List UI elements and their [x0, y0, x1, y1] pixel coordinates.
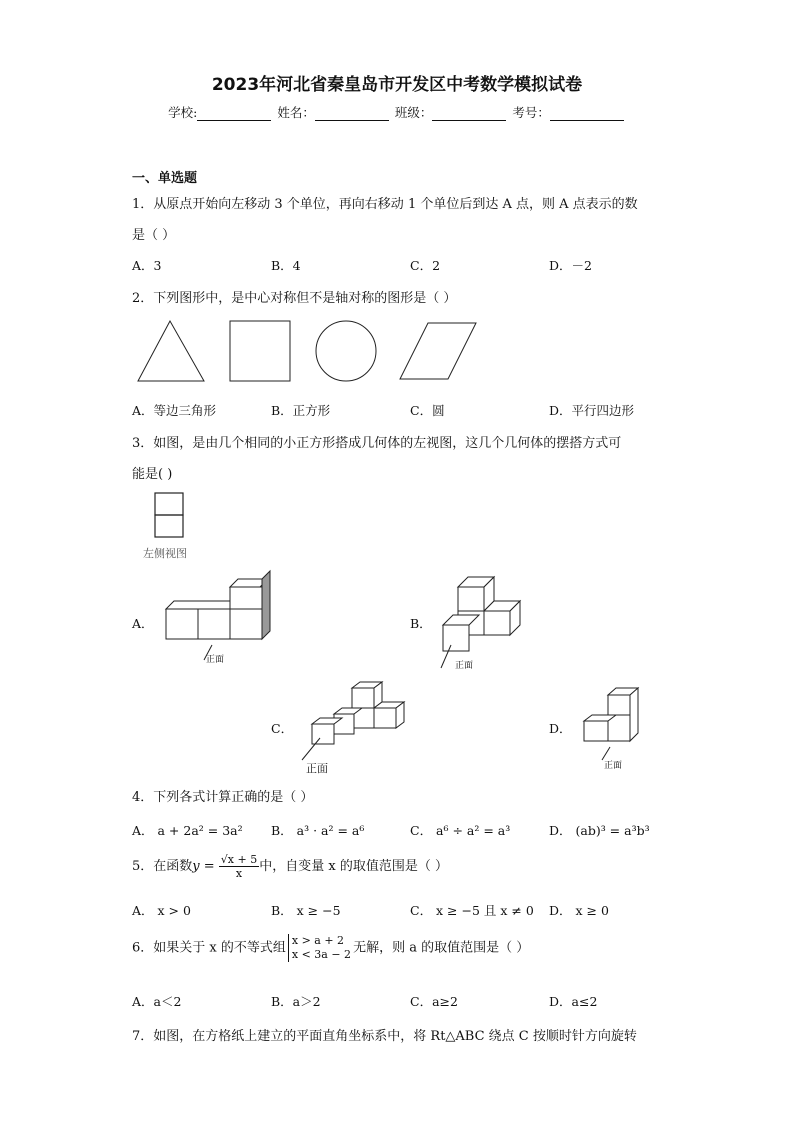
q3-option-d-label: D．: [549, 721, 572, 736]
school-blank: [197, 107, 271, 121]
q3-text-line1: 3．如图，是由几个相同的小正方形搭成几何体的左视图，这几个几何体的摆搭方式可: [132, 436, 622, 451]
q4-option-b: B． a³ · a² = a⁶: [271, 823, 365, 838]
q3-c-front-label: 正面: [306, 762, 328, 775]
q3-option-b-label: B．: [410, 616, 432, 631]
square-shape: [230, 321, 290, 381]
q3-option-b-figure: [438, 575, 538, 670]
q6-inequality-2: x < 3a − 2: [291, 948, 352, 961]
q4-text: 4．下列各式计算正确的是（ ）: [132, 790, 314, 805]
exam-no-blank: [550, 107, 624, 121]
q3-option-d-figure: [578, 685, 648, 760]
exam-title: 2023年河北省秦皇岛市开发区中考数学模拟试卷: [211, 75, 583, 95]
name-blank: [315, 107, 389, 121]
q3-option-c-figure: [300, 680, 410, 770]
q2-option-c: C．圆: [410, 403, 445, 418]
q1-option-b: B．4: [271, 258, 301, 273]
q3-option-c-label: C．: [271, 721, 294, 736]
q2-option-a: A．等边三角形: [132, 403, 217, 418]
q6-text-post: 无解，则 a 的取值范围是（ ）: [353, 940, 530, 956]
q5-fraction-denominator: x: [235, 867, 243, 880]
q3-a-front-label: 正面: [206, 655, 225, 665]
q5-option-b: B． x ≥ −5: [271, 903, 341, 918]
exam-no-label: 考号：: [512, 105, 550, 120]
q3-option-a-label: A．: [132, 616, 154, 631]
q1-text-line2: 是（ ）: [132, 228, 176, 243]
q5-fraction: [219, 853, 259, 880]
q4-option-a: A． a + 2a² = 3a²: [132, 823, 243, 838]
q5-option-d: D． x ≥ 0: [549, 903, 609, 918]
q6-inequality-1: x > a + 2: [291, 934, 345, 947]
q3-b-front-label: 正面: [455, 661, 474, 671]
q6-option-a: A．a＜2: [132, 994, 182, 1009]
q5-text-post: 中，自变量 x 的取值范围是（ ）: [259, 859, 448, 874]
class-blank: [432, 107, 506, 121]
q3-d-front-label: 正面: [604, 761, 623, 771]
q3-text-line2: 能是( ): [132, 467, 173, 482]
equilateral-triangle-shape: [138, 321, 204, 381]
section-heading: 一、单选题: [132, 171, 198, 186]
q4-option-c: C． a⁶ ÷ a² = a³: [410, 823, 511, 838]
parallelogram-shape: [400, 323, 476, 379]
q5-text: [132, 853, 448, 880]
q5-option-c: C． x ≥ −5 且 x ≠ 0: [410, 903, 534, 918]
name-label: 姓名：: [277, 105, 315, 120]
q2-option-d: D．平行四边形: [549, 403, 635, 418]
q6-option-b: B．a＞2: [271, 994, 321, 1009]
q7-text: 7．如图，在方格纸上建立的平面直角坐标系中，将 Rt△ABC 绕点 C 按顺时针方向旋转: [132, 1029, 637, 1044]
q1-text-line1: 1．从原点开始向左移动 3 个单位，再向右移动 1 个单位后到达 A 点，则 A 点表示的数: [132, 197, 638, 212]
q6-text-pre: 6．如果关于 x 的不等式组: [132, 940, 286, 956]
school-label: 学校:: [168, 105, 198, 120]
q1-option-a: A．3: [132, 258, 162, 273]
q4-option-d: D． (ab)³ = a³b³: [549, 823, 650, 838]
q5-option-a: A． x > 0: [132, 903, 191, 918]
q5-fraction-numerator: √x + 5: [220, 853, 258, 866]
q2-option-b: B．正方形: [271, 403, 331, 418]
q6-text: [132, 934, 529, 962]
q1-option-c: C．2: [410, 258, 441, 273]
circle-shape: [316, 321, 376, 381]
q5-text-pre: 5．在函数: [132, 859, 193, 874]
q5-func-lhs: y =: [192, 859, 215, 874]
q2-text: 2．下列图形中，是中心对称但不是轴对称的图形是（ ）: [132, 291, 457, 306]
class-label: 班级：: [394, 105, 433, 120]
q1-option-d: D．－2: [549, 258, 592, 273]
q6-inequality-system: [288, 934, 351, 962]
q2-shapes-figure: [130, 315, 490, 387]
q6-option-c: C．a≥2: [410, 994, 458, 1009]
left-view-label: 左侧视图: [143, 547, 187, 560]
student-info-line: [0, 103, 794, 121]
q6-option-d: D．a≤2: [549, 994, 598, 1009]
